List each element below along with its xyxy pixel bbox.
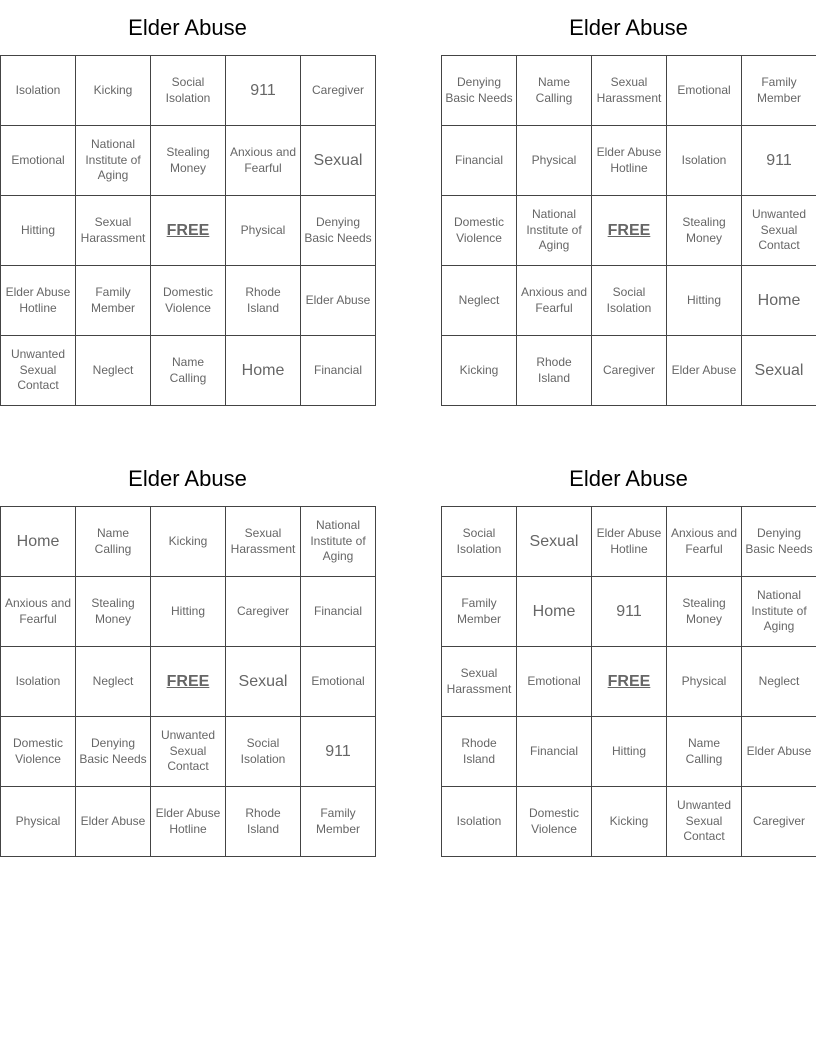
bingo-card-2	[441, 0, 816, 406]
bingo-row	[442, 336, 816, 406]
bingo-cell: Family Member	[442, 577, 517, 647]
bingo-card-1	[0, 0, 375, 406]
bingo-row	[442, 647, 816, 717]
bingo-cell: Sexual	[226, 647, 301, 717]
bingo-cell: Kicking	[151, 507, 226, 577]
bingo-row	[1, 56, 376, 126]
bingo-cell: Stealing Money	[667, 577, 742, 647]
bingo-cell: Elder Abuse	[301, 266, 376, 336]
bingo-cell: National Institute of Aging	[301, 507, 376, 577]
bingo-cell: Sexual Harassment	[592, 56, 667, 126]
free-space: FREE	[592, 647, 667, 717]
bingo-cell: 911	[742, 126, 816, 196]
bingo-row	[442, 196, 816, 266]
bingo-cell: Rhode Island	[442, 717, 517, 787]
bingo-cell: Neglect	[76, 647, 151, 717]
bingo-cell: Isolation	[442, 787, 517, 857]
bingo-row	[1, 126, 376, 196]
bingo-cell: Sexual	[517, 507, 592, 577]
bingo-cell: Anxious and Fearful	[1, 577, 76, 647]
bingo-cell: 911	[226, 56, 301, 126]
bingo-cell: National Institute of Aging	[517, 196, 592, 266]
bingo-row	[442, 787, 816, 857]
free-space: FREE	[592, 196, 667, 266]
bingo-cell: Domestic Violence	[442, 196, 517, 266]
bingo-cell: Elder Abuse	[667, 336, 742, 406]
bingo-cell: Isolation	[1, 56, 76, 126]
bingo-cell: Name Calling	[76, 507, 151, 577]
bingo-cell: Sexual Harassment	[226, 507, 301, 577]
bingo-cell: Neglect	[442, 266, 517, 336]
bingo-row	[442, 507, 816, 577]
bingo-cell: Sexual Harassment	[442, 647, 517, 717]
bingo-cell: Kicking	[592, 787, 667, 857]
bingo-grid	[0, 506, 376, 857]
bingo-cell: Rhode Island	[226, 266, 301, 336]
bingo-cell: Home	[517, 577, 592, 647]
bingo-cell: Social Isolation	[226, 717, 301, 787]
bingo-grid	[441, 55, 816, 406]
bingo-cell: Denying Basic Needs	[442, 56, 517, 126]
bingo-cell: Caregiver	[301, 56, 376, 126]
bingo-cell: Sexual Harassment	[76, 196, 151, 266]
bingo-cell: Social Isolation	[592, 266, 667, 336]
bingo-cell: Elder Abuse Hotline	[1, 266, 76, 336]
bingo-cell: Social Isolation	[442, 507, 517, 577]
bingo-cell: Family Member	[76, 266, 151, 336]
bingo-cell: Physical	[1, 787, 76, 857]
bingo-row	[442, 717, 816, 787]
bingo-cell: 911	[592, 577, 667, 647]
bingo-row	[1, 577, 376, 647]
free-space: FREE	[151, 647, 226, 717]
bingo-cell: Stealing Money	[667, 196, 742, 266]
bingo-cell: Financial	[517, 717, 592, 787]
bingo-cell: Anxious and Fearful	[517, 266, 592, 336]
bingo-cell: Caregiver	[742, 787, 816, 857]
bingo-cell: Hitting	[151, 577, 226, 647]
bingo-row	[1, 647, 376, 717]
card-title: Elder Abuse	[569, 466, 688, 491]
bingo-cell: Financial	[301, 577, 376, 647]
bingo-cell: Kicking	[442, 336, 517, 406]
free-space: FREE	[151, 196, 226, 266]
bingo-cell: Kicking	[76, 56, 151, 126]
bingo-cell: Denying Basic Needs	[742, 507, 816, 577]
bingo-cell: Caregiver	[592, 336, 667, 406]
bingo-cell: Elder Abuse	[742, 717, 816, 787]
bingo-grid	[441, 506, 816, 857]
bingo-row	[442, 56, 816, 126]
bingo-cell: Stealing Money	[76, 577, 151, 647]
bingo-cell: Isolation	[1, 647, 76, 717]
bingo-cell: Family Member	[742, 56, 816, 126]
bingo-cell: Rhode Island	[517, 336, 592, 406]
bingo-cell: National Institute of Aging	[76, 126, 151, 196]
bingo-cell: Anxious and Fearful	[226, 126, 301, 196]
bingo-cell: National Institute of Aging	[742, 577, 816, 647]
bingo-cell: Neglect	[76, 336, 151, 406]
bingo-cell: Financial	[301, 336, 376, 406]
bingo-cell: Stealing Money	[151, 126, 226, 196]
bingo-cell: 911	[301, 717, 376, 787]
card-title: Elder Abuse	[128, 466, 247, 491]
bingo-cell: Unwanted Sexual Contact	[151, 717, 226, 787]
bingo-card-4	[441, 451, 816, 857]
bingo-cell: Home	[226, 336, 301, 406]
bingo-cell: Neglect	[742, 647, 816, 717]
bingo-cell: Emotional	[301, 647, 376, 717]
bingo-cell: Rhode Island	[226, 787, 301, 857]
bingo-cell: Physical	[517, 126, 592, 196]
bingo-card-3	[0, 451, 375, 857]
bingo-cell: Domestic Violence	[517, 787, 592, 857]
bingo-cell: Elder Abuse Hotline	[151, 787, 226, 857]
bingo-cell: Caregiver	[226, 577, 301, 647]
bingo-cell: Home	[742, 266, 816, 336]
card-title: Elder Abuse	[569, 15, 688, 40]
bingo-cell: Home	[1, 507, 76, 577]
bingo-row	[1, 717, 376, 787]
bingo-row	[442, 577, 816, 647]
bingo-cell: Name Calling	[667, 717, 742, 787]
bingo-row	[442, 266, 816, 336]
bingo-cell: Unwanted Sexual Contact	[742, 196, 816, 266]
bingo-row	[1, 196, 376, 266]
bingo-cell: Elder Abuse	[76, 787, 151, 857]
bingo-cell: Name Calling	[517, 56, 592, 126]
bingo-row	[1, 336, 376, 406]
card-title: Elder Abuse	[128, 15, 247, 40]
bingo-row	[442, 126, 816, 196]
bingo-cell: Domestic Violence	[151, 266, 226, 336]
bingo-cell: Sexual	[301, 126, 376, 196]
bingo-cell: Isolation	[667, 126, 742, 196]
bingo-cell: Anxious and Fearful	[667, 507, 742, 577]
bingo-cell: Unwanted Sexual Contact	[1, 336, 76, 406]
bingo-grid	[0, 55, 376, 406]
bingo-row	[1, 266, 376, 336]
bingo-cell: Family Member	[301, 787, 376, 857]
bingo-row	[1, 507, 376, 577]
bingo-cell: Hitting	[592, 717, 667, 787]
bingo-cell: Social Isolation	[151, 56, 226, 126]
bingo-cell: Elder Abuse Hotline	[592, 126, 667, 196]
bingo-cell: Denying Basic Needs	[301, 196, 376, 266]
bingo-row	[1, 787, 376, 857]
bingo-cell: Denying Basic Needs	[76, 717, 151, 787]
bingo-cell: Name Calling	[151, 336, 226, 406]
bingo-cell: Hitting	[1, 196, 76, 266]
bingo-cell: Elder Abuse Hotline	[592, 507, 667, 577]
bingo-cell: Unwanted Sexual Contact	[667, 787, 742, 857]
bingo-cell: Financial	[442, 126, 517, 196]
bingo-cell: Physical	[667, 647, 742, 717]
bingo-cell: Emotional	[517, 647, 592, 717]
bingo-cell: Hitting	[667, 266, 742, 336]
bingo-cell: Physical	[226, 196, 301, 266]
bingo-cell: Domestic Violence	[1, 717, 76, 787]
bingo-cell: Emotional	[667, 56, 742, 126]
bingo-cell: Emotional	[1, 126, 76, 196]
bingo-cell: Sexual	[742, 336, 816, 406]
